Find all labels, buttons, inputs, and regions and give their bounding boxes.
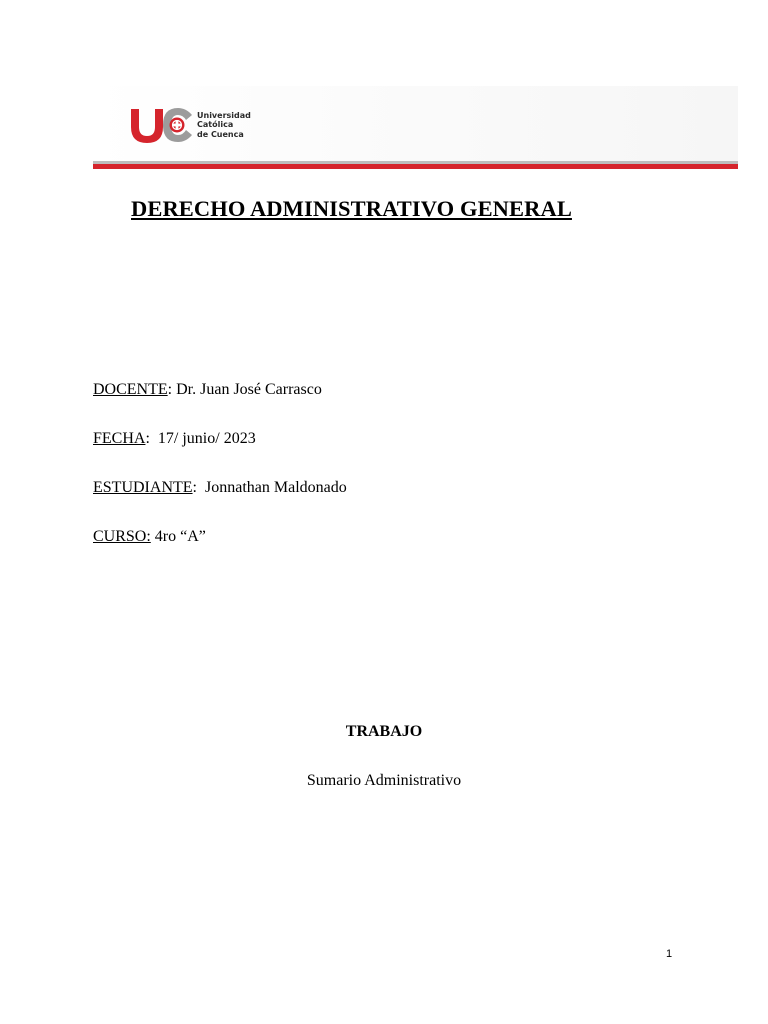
header-rule-red xyxy=(93,164,738,169)
field-label: DOCENTE xyxy=(93,381,168,398)
field-fecha xyxy=(93,430,256,448)
field-curso xyxy=(93,528,206,546)
university-logo xyxy=(129,106,251,144)
document-title: DERECHO ADMINISTRATIVO GENERAL xyxy=(131,196,572,221)
field-value: Jonnathan Maldonado xyxy=(205,479,347,496)
logo-line-1: Universidad xyxy=(197,110,251,120)
page-number: 1 xyxy=(666,948,673,960)
logo-line-3: de Cuenca xyxy=(197,129,244,139)
field-estudiante xyxy=(93,479,347,497)
field-separator: : xyxy=(145,430,158,447)
work-label: TRABAJO xyxy=(345,723,423,740)
field-value: 4ro “A” xyxy=(154,528,206,545)
field-separator: : xyxy=(192,479,205,496)
logo-wordmark xyxy=(197,111,251,140)
field-label: CURSO: xyxy=(93,528,151,545)
field-value: 17/ junio/ 2023 xyxy=(157,430,256,447)
field-value: Dr. Juan José Carrasco xyxy=(176,381,322,398)
logo-line-2: Católica xyxy=(197,120,234,130)
field-label: ESTUDIANTE xyxy=(93,479,193,496)
field-label: FECHA xyxy=(93,430,146,447)
field-docente xyxy=(93,381,322,399)
field-separator: : xyxy=(167,381,177,398)
uc-logo-icon xyxy=(129,106,193,144)
work-subject: Sumario Administrativo xyxy=(306,772,462,789)
